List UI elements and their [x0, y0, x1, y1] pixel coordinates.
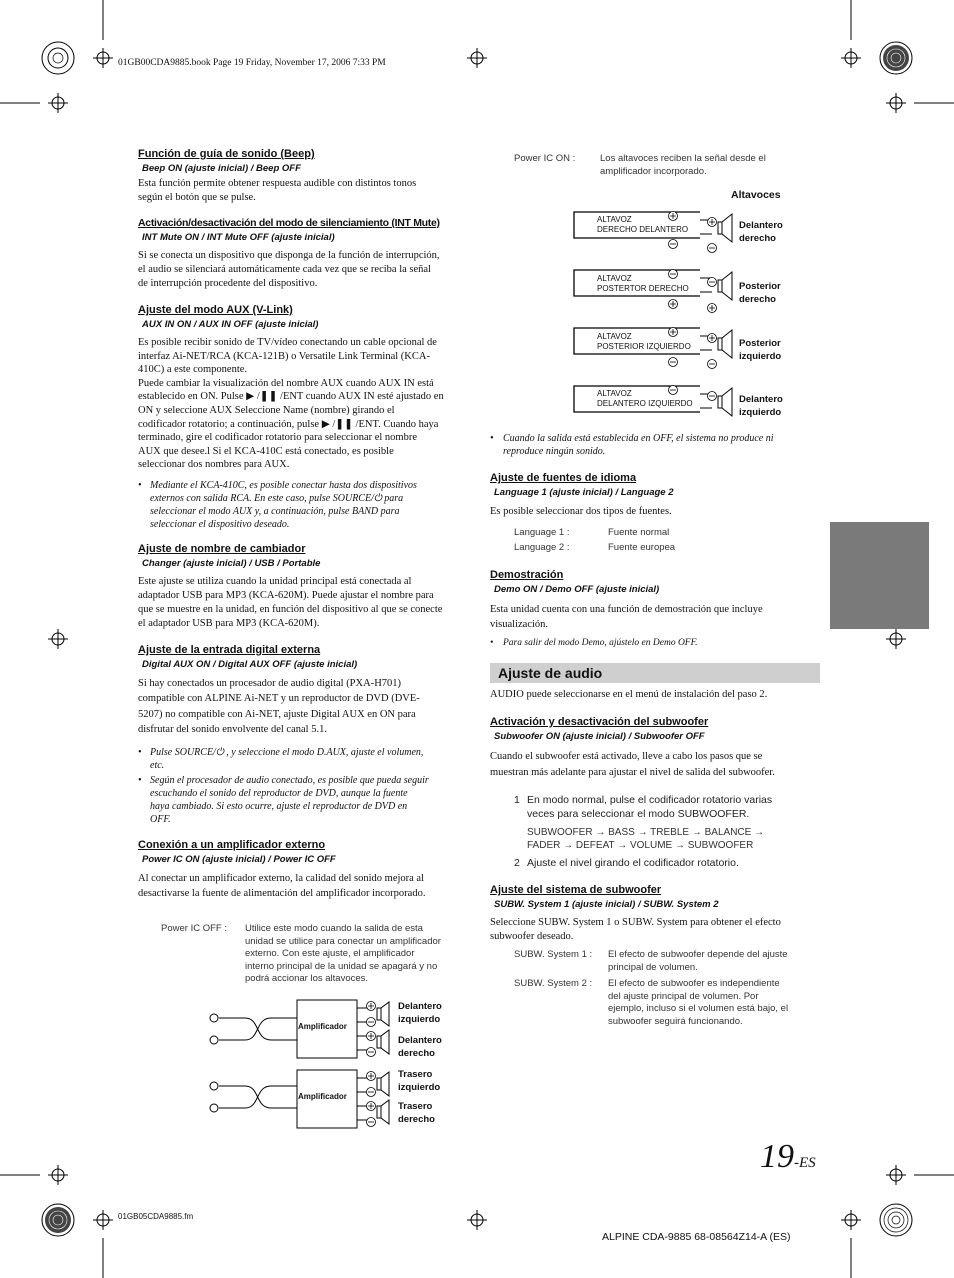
speaker-box-rear-left	[597, 332, 691, 352]
lang-1-value: Fuente normal	[608, 527, 670, 538]
text-line: Los altavoces reciben la señal desde el	[600, 153, 766, 164]
text-line: externos con salida RCA. En este caso, pulse SOURCE/⏻ para	[150, 492, 404, 504]
text-line: ON y seleccione AUX Seleccione Name (nombre) girando el	[138, 404, 395, 416]
text-line: que se muestre en la unidad, en función del dispositivo al que se conecte	[138, 603, 443, 615]
lang-options: Language 1 (ajuste inicial) / Language 2	[494, 487, 674, 498]
speaker-rear-left	[398, 1068, 440, 1094]
text-line: derecho	[398, 1048, 435, 1059]
system-2	[490, 978, 820, 1028]
power-ic-off-label: Power IC OFF :	[161, 923, 227, 934]
changer-options: Changer (ajuste inicial) / USB / Portable	[142, 557, 321, 569]
text-line: DELANTERO IZQUIERDO	[597, 399, 693, 408]
subwoofer-step-1	[490, 793, 820, 821]
text-line: reproduce ningún sonido.	[503, 446, 606, 457]
text-line: DERECHO DELANTERO	[597, 225, 689, 234]
power-ic-on-label: Power IC ON :	[514, 153, 576, 164]
text-line: codificador rotatorio; a continuación, pulse ▶ /❚❚ /ENT. Cuando haya	[138, 418, 439, 430]
text-line: Pulse SOURCE/⏻ , y seleccione el modo D.AUX, ajuste el volumen,	[150, 746, 424, 758]
text-line: Trasero	[398, 1101, 433, 1112]
mute-options: INT Mute ON / INT Mute OFF (ajuste inicial)	[142, 232, 335, 243]
text-line: derecho	[739, 294, 776, 305]
bullet: •	[138, 746, 142, 758]
page-number	[760, 1138, 816, 1176]
text-line: el audio se silenciará automáticamente cada vez que se reciba la señal	[138, 264, 431, 275]
system-2-label: SUBW. System 2 :	[514, 978, 593, 989]
text-line: visualización.	[490, 619, 549, 630]
text-line: OFF.	[150, 813, 171, 825]
system-1-label: SUBW. System 1 :	[514, 949, 593, 960]
text-line: Esta unidad cuenta con una función de demostración que incluye	[490, 604, 763, 615]
text-line: interno principal de la unidad se apagará y no	[245, 960, 438, 972]
text-line: POSTERTOR DERECHO	[597, 284, 689, 293]
digital-note-2	[138, 774, 468, 826]
text-line: ejemplo, incluso si el volumen está bajo, el	[608, 1003, 789, 1014]
text-line: unidad se utilice para conectar un amplificador	[245, 935, 441, 947]
amp-title: Conexión a un amplificador externo	[138, 838, 326, 851]
lang-body: Es posible seleccionar dos tipos de fuentes.	[490, 506, 672, 517]
text-line: Según el procesador de audio conectado, es posible que pueda seguir	[150, 774, 429, 786]
section-tab	[830, 522, 929, 629]
page-number-value: 19	[760, 1138, 794, 1175]
digital-body	[138, 676, 468, 738]
text-line: Delantero	[739, 220, 783, 231]
demo-options: Demo ON / Demo OFF (ajuste inicial)	[494, 584, 660, 595]
text-line: Delantero	[398, 1035, 442, 1046]
lang-list	[514, 525, 820, 555]
text-line: seleccionar dos nombres para AUX.	[138, 459, 290, 471]
text-line: derecho	[739, 233, 776, 244]
text-line: POSTERIOR IZQUIERDO	[597, 342, 691, 351]
text-line: adaptador USB para MP3 (KCA-620M). Puede ajustar el nombre para	[138, 589, 434, 601]
subwoofer-body	[490, 749, 820, 780]
speaker-name-4	[739, 393, 783, 419]
digital-options: Digital AUX ON / Digital AUX OFF (ajuste inicial)	[142, 658, 358, 670]
speaker-name-2	[739, 280, 781, 306]
text-line: establecido en ON. Pulse ▶ /❚❚ /ENT cuando AUX IN esté ajustado en	[138, 391, 444, 403]
amplifier-label-2: Amplificador	[298, 1092, 347, 1101]
text-line: veces para seleccionar el modo SUBWOOFER.	[527, 808, 750, 820]
page-suffix: -ES	[794, 1155, 816, 1171]
bullet: •	[138, 479, 142, 491]
text-line: el adaptador USB para MP3 (KCA-620M).	[138, 617, 320, 629]
text-line: amplificador incorporado.	[600, 165, 707, 177]
text-line: ALTAVOZ	[597, 389, 632, 398]
text-line: 410C) a este componente.	[138, 364, 248, 376]
text-line: derecho	[398, 1114, 435, 1125]
text-line: El efecto de subwoofer depende del ajuste	[608, 949, 788, 960]
step-number: 1	[514, 794, 520, 806]
text-line: seleccionar el dispositivo deseado.	[150, 518, 290, 530]
text-line: de interrupción procedente del dispositivo.	[138, 278, 318, 289]
text-line: Es posible recibir sonido de TV/vídeo conectando un cable opcional de	[138, 337, 437, 348]
power-ic-off-desc	[245, 923, 475, 986]
text-line: Puede cambiar la visualización del nombre AUX cuando AUX IN está	[138, 377, 434, 389]
text-line: Ajuste el nivel girando el codificador rotatorio.	[527, 857, 739, 869]
power-ic-on-desc	[600, 153, 766, 178]
speaker-box-rear-right	[597, 274, 689, 294]
speaker-name-3	[739, 337, 781, 363]
text-line: compatible con ALPINE Ai-NET y un reproductor de DVD (DVE-	[138, 693, 420, 705]
text-line: podrá accionar los altavoces.	[245, 973, 369, 984]
text-line: Este ajuste se utiliza cuando la unidad principal está conectada al	[138, 575, 412, 587]
speaker-front-right	[398, 1034, 442, 1060]
demo-body	[490, 602, 820, 632]
text-line: ALTAVOZ	[597, 274, 632, 283]
subwoofer-step-2	[490, 856, 820, 870]
text-line: Mediante el KCA-410C, es posible conectar hasta dos dispositivos	[150, 479, 417, 491]
text-line: izquierdo	[398, 1014, 441, 1025]
audio-body: AUDIO puede seleccionarse en el menú de instalación del paso 2.	[490, 689, 768, 700]
text-line: haya cambiado. Si esto ocurre, ajuste el reproductor de DVD en	[150, 800, 408, 812]
text-line: izquierdo	[739, 407, 782, 418]
amplifier-wiring-diagram	[205, 998, 395, 1130]
text-line: externo. Con este ajuste, el amplificador	[245, 948, 415, 959]
aux-note	[138, 479, 468, 531]
text-line: subwoofer deseado.	[490, 931, 574, 942]
text-line: Posterior	[739, 338, 781, 349]
audio-banner-title: Ajuste de audio	[498, 665, 603, 681]
aux-options: AUX IN ON / AUX IN OFF (ajuste inicial)	[142, 319, 319, 330]
aux-body	[138, 336, 468, 472]
speaker-polarity-diagram	[572, 208, 742, 418]
footer-file: 01GB05CDA9885.fm	[118, 1212, 194, 1221]
text-line: Delantero	[739, 394, 783, 405]
text-line: Esta función permite obtener respuesta audible con distintos tonos	[138, 178, 417, 189]
beep-title: Función de guía de sonido (Beep)	[138, 148, 315, 160]
text-line: etc.	[150, 759, 165, 771]
text-line: principal de volumen.	[608, 961, 698, 973]
text-line: izquierdo	[398, 1082, 441, 1093]
text-line: Si se conecta un dispositivo que disponga de la función de interrupción,	[138, 250, 440, 261]
text-line: subwoofer seguirá funcionando.	[608, 1015, 743, 1027]
audio-banner	[490, 663, 820, 683]
aux-title: Ajuste del modo AUX (V-Link)	[138, 304, 293, 316]
lang-1-label: Language 1 :	[514, 527, 570, 538]
step-number: 2	[514, 857, 520, 869]
left-column	[138, 148, 468, 902]
text-line: FADER → DEFEAT → VOLUME → SUBWOOFER	[527, 840, 754, 851]
text-line: escuchando el sonido del reproductor de DVD, aunque la fuente	[150, 787, 408, 799]
digital-title: Ajuste de la entrada digital externa	[138, 643, 321, 656]
subwoofer-flow	[490, 826, 820, 852]
changer-title: Ajuste de nombre de cambiador	[138, 542, 306, 555]
text-line: ALTAVOZ	[597, 332, 632, 341]
bullet: •	[490, 433, 494, 444]
bullet: •	[490, 638, 494, 648]
speaker-box-front-left	[597, 389, 693, 409]
header-file-line: 01GB00CDA9885.book Page 19 Friday, November 17, 2006 7:33 PM	[118, 58, 386, 68]
speaker-box-front-right	[597, 215, 688, 235]
lang-title: Ajuste de fuentes de idioma	[490, 472, 637, 484]
beep-body	[138, 177, 468, 205]
digital-note-1	[138, 746, 468, 772]
text-line: Al conectar un amplificador externo, la calidad del sonido mejora al	[138, 872, 425, 884]
text-line: izquierdo	[739, 351, 782, 362]
text-line: Seleccione SUBW. System 1 o SUBW. System para obtener el efecto	[490, 917, 781, 928]
system-body	[490, 916, 820, 944]
text-line: del ajuste principal de volumen. Por	[608, 990, 759, 1002]
lang-2-value: Fuente europea	[608, 542, 676, 553]
amp-options: Power IC ON (ajuste inicial) / Power IC OFF	[142, 853, 336, 865]
speaker-front-left	[398, 1000, 442, 1026]
text-line: Trasero	[398, 1069, 433, 1080]
amp-body	[138, 871, 468, 902]
text-line: terminado, gire el codificador rotatorio para seleccionar el nombre	[138, 432, 417, 444]
text-line: SUBWOOFER → BASS → TREBLE → BALANCE →	[527, 827, 765, 838]
beep-options: Beep ON (ajuste inicial) / Beep OFF	[142, 163, 301, 174]
changer-body	[138, 575, 468, 631]
speakers-title: Altavoces	[731, 189, 781, 201]
footer-model: ALPINE CDA-9885 68-08564Z14-A (ES)	[602, 1231, 791, 1243]
text-line: AUX que desee.l Si el KCA-410C está conectado, es posible	[138, 445, 394, 457]
text-line: según el botón que se pulse.	[138, 192, 256, 203]
system-options: SUBW. System 1 (ajuste inicial) / SUBW. System 2	[494, 899, 719, 910]
text-line: desactivarse la fuente de alimentación del amplificador incorporado.	[138, 888, 426, 900]
text-line: Cuando la salida está establecida en OFF, el sistema no produce ni	[503, 433, 774, 444]
speaker-rear-right	[398, 1100, 435, 1126]
mute-title: Activación/desactivación del modo de silenciamiento (INT Mute)	[138, 217, 440, 229]
subwoofer-options: Subwoofer ON (ajuste inicial) / Subwoofer OFF	[494, 731, 705, 742]
text-line: Delantero	[398, 1001, 442, 1012]
right-column	[490, 432, 820, 1028]
system-title: Ajuste del sistema de subwoofer	[490, 884, 662, 896]
text-line: Cuando el subwoofer está activado, lleve a cabo los pasos que se	[490, 751, 763, 762]
text-line: muestran más adelante para ajustar el nivel de salida del subwoofer.	[490, 766, 775, 778]
demo-title: Demostración	[490, 569, 564, 581]
demo-note	[490, 637, 820, 650]
system-1	[490, 949, 820, 974]
text-line: interfaz Ai-NET/RCA (KCA-121B) o Versatile Link Terminal (KCA-	[138, 350, 430, 362]
subwoofer-title: Activación y desactivación del subwoofer	[490, 716, 709, 728]
text-line: Para salir del modo Demo, ajústelo en Demo OFF.	[503, 638, 698, 648]
speaker-note	[490, 432, 820, 458]
text-line: El efecto de subwoofer es independiente	[608, 978, 780, 989]
text-line: En modo normal, pulse el codificador rotatorio varias	[527, 794, 773, 806]
lang-2-label: Language 2 :	[514, 542, 570, 553]
bullet: •	[138, 774, 142, 786]
text-line: 5207) no compatible con Ai-NET, ajuste Digital AUX en ON para	[138, 708, 416, 720]
speaker-name-1	[739, 219, 783, 245]
text-line: Posterior	[739, 281, 781, 292]
amplifier-label-1: Amplificador	[298, 1022, 347, 1031]
text-line: Utilice este modo cuando la salida de esta	[245, 923, 423, 934]
text-line: ALTAVOZ	[597, 215, 632, 224]
text-line: Si hay conectados un procesador de audio digital (PXA-H701)	[138, 677, 402, 689]
text-line: seleccionar el modo AUX y, a continuación, pulse BAND para	[150, 505, 400, 517]
mute-body	[138, 249, 468, 291]
text-line: disfrutar del sonido envolvente del canal 5.1.	[138, 724, 327, 736]
